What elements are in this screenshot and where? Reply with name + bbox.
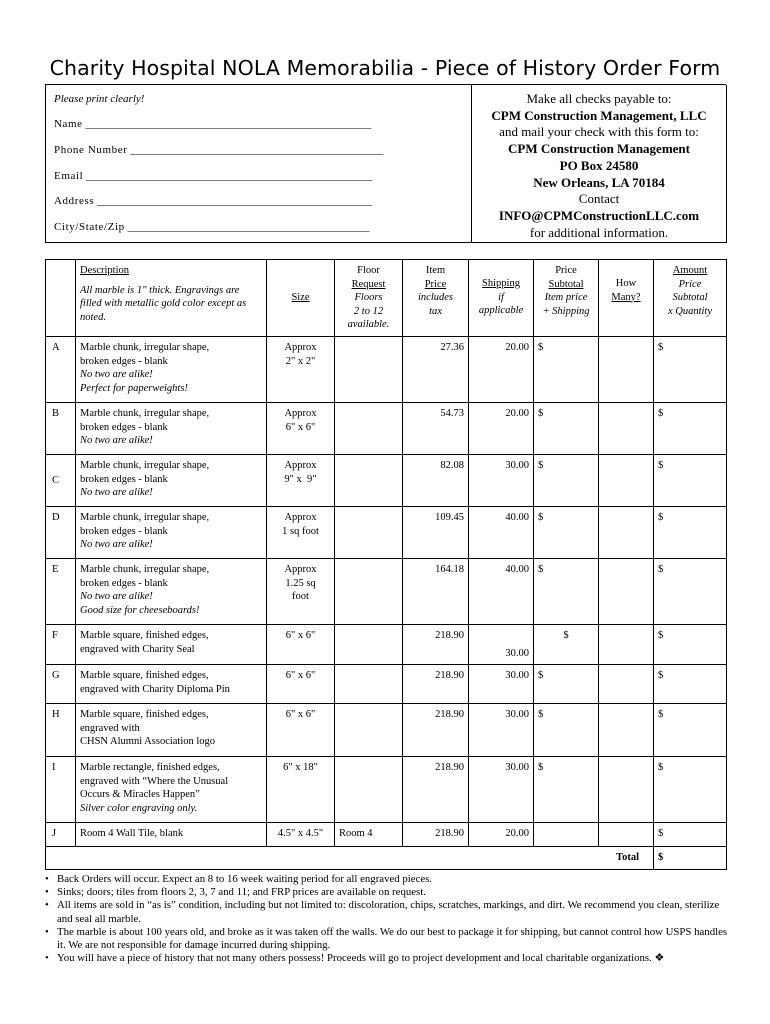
amount-cell[interactable]: $ <box>654 559 727 625</box>
desc-line: engraved with Charity Seal <box>80 643 195 655</box>
sub-heading-3: Item price <box>544 292 588 303</box>
header-shipping <box>469 260 534 337</box>
floor-request-input[interactable] <box>335 665 403 704</box>
quantity-input[interactable] <box>599 337 654 403</box>
amount-cell[interactable]: $ <box>654 823 727 847</box>
amt-heading-3: Subtotal <box>672 292 708 303</box>
floor-heading-1: Floor <box>357 265 380 276</box>
email-field[interactable] <box>54 170 372 182</box>
row-letter: I <box>46 757 76 823</box>
row-letter: H <box>46 704 76 757</box>
contact-label: Contact <box>578 191 620 207</box>
ship-heading-1: Shipping <box>482 278 520 289</box>
quantity-input[interactable] <box>599 823 654 847</box>
item-price: 218.90 <box>403 665 469 704</box>
total-row <box>46 847 727 870</box>
floor-heading-4: 2 to 12 <box>353 305 384 317</box>
note-item <box>45 899 735 925</box>
page-title: Charity Hospital NOLA Memorabilia - Piece of History Order Form <box>49 56 721 80</box>
desc-note: No two are alike! <box>80 435 153 446</box>
customer-info-box <box>45 85 727 243</box>
price-subtotal[interactable]: $ <box>534 704 599 757</box>
price-subtotal[interactable]: $ <box>534 559 599 625</box>
table-row <box>46 507 727 559</box>
table-row <box>46 559 727 625</box>
row-letter: C <box>46 455 76 507</box>
amt-heading-4: x Quantity <box>667 305 713 317</box>
row-description <box>76 757 267 823</box>
table-row <box>46 757 727 823</box>
desc-note: No two are alike! <box>80 591 153 602</box>
ship-heading-3: applicable <box>478 305 524 316</box>
price-subtotal[interactable] <box>534 823 599 847</box>
table-row <box>46 823 727 847</box>
header-floor-request <box>335 260 403 337</box>
row-size <box>267 507 335 559</box>
name-line: ____________________________________________________ <box>85 118 372 130</box>
table-row <box>46 625 727 665</box>
note-text: You will have a piece of history that not many others possess! Proceeds will go to project development and local charitable organizations. ❖ <box>57 952 665 965</box>
order-table <box>45 259 727 870</box>
desc-line: Marble square, finished edges, <box>80 670 209 681</box>
mail-check-text: and mail your check with this form to: <box>499 124 699 140</box>
address-field[interactable] <box>54 195 372 207</box>
row-description <box>76 625 267 665</box>
size-line: Approx <box>284 342 317 353</box>
row-size <box>267 403 335 455</box>
row-size: 4.5" x 4.5" <box>267 823 335 847</box>
item-price: 218.90 <box>403 625 469 665</box>
item-heading-2: Price <box>424 278 447 290</box>
header-size <box>267 260 335 337</box>
shipping-price: 20.00 <box>469 337 534 403</box>
row-letter: G <box>46 665 76 704</box>
desc-note: No two are alike! <box>80 487 153 498</box>
desc-line: engraved with <box>80 722 140 734</box>
size-line: 1.25 sq <box>285 577 316 589</box>
floor-request-input[interactable] <box>335 559 403 625</box>
shipping-price: 30.00 <box>469 455 534 507</box>
name-label: Name <box>54 118 83 130</box>
desc-line: broken edges - blank <box>80 421 168 433</box>
item-price: 54.73 <box>403 403 469 455</box>
row-letter: E <box>46 559 76 625</box>
quantity-input[interactable] <box>599 559 654 625</box>
floor-request-input[interactable] <box>335 455 403 507</box>
contact-email[interactable]: INFO@CPMConstructionLLC.com <box>498 207 700 223</box>
row-description <box>76 559 267 625</box>
price-subtotal[interactable]: $ <box>534 403 599 455</box>
quantity-input[interactable] <box>599 455 654 507</box>
email-line: ____________________________________________________ <box>86 170 373 182</box>
header-amount <box>654 260 727 337</box>
row-size: 6" x 6" <box>267 665 335 704</box>
size-line: 1 sq foot <box>282 525 319 537</box>
row-letter: D <box>46 507 76 559</box>
quantity-input[interactable] <box>599 507 654 559</box>
desc-line: Marble chunk, irregular shape, <box>80 408 210 419</box>
shipping-price: 30.00 <box>469 704 534 757</box>
desc-line: broken edges - blank <box>80 577 168 589</box>
note-text: All items are sold in “as is” condition, including but not limited to: discoloration, chips, scratches, markings, and dirt. We recommend you clean, sterilize and seal all marble. <box>57 899 720 925</box>
note-item <box>45 952 735 965</box>
row-size: 6" x 6" <box>267 625 335 665</box>
shipping-price: 30.00 <box>469 625 534 665</box>
desc-line: broken edges - blank <box>80 473 168 485</box>
desc-note: Good size for cheeseboards! <box>80 604 200 616</box>
amount-cell[interactable]: $ <box>654 665 727 704</box>
quantity-input[interactable] <box>599 403 654 455</box>
desc-line: Marble rectangle, finished edges, <box>80 762 220 773</box>
item-price: 27.36 <box>403 337 469 403</box>
header-description <box>76 260 267 337</box>
how-heading-1: How <box>615 278 637 289</box>
payee-name: CPM Construction Management, LLC <box>491 107 707 123</box>
price-subtotal[interactable]: $ <box>534 337 599 403</box>
size-line: 2" x 2" <box>285 355 316 367</box>
row-description <box>76 455 267 507</box>
name-field[interactable] <box>54 118 371 130</box>
item-price: 82.08 <box>403 455 469 507</box>
row-letter: J <box>46 823 76 847</box>
floor-request-value: Room 4 <box>335 823 403 847</box>
payment-instructions <box>472 91 726 241</box>
size-line: 9" x 9" <box>284 473 317 485</box>
city-state-zip-line: ____________________________________________ <box>127 221 370 233</box>
desc-line: engraved with “Where the Unusual <box>80 775 229 787</box>
quantity-input[interactable] <box>599 757 654 823</box>
item-price: 164.18 <box>403 559 469 625</box>
desc-line: CHSN Alumni Association logo <box>80 736 216 747</box>
description-heading: Description <box>80 265 129 276</box>
payable-to-text: Make all checks payable to: <box>526 91 672 106</box>
amount-cell[interactable]: $ <box>654 757 727 823</box>
quantity-input[interactable] <box>599 704 654 757</box>
price-subtotal[interactable]: $ <box>534 455 599 507</box>
company-name: CPM Construction Management <box>508 141 690 157</box>
phone-field[interactable] <box>54 144 383 156</box>
description-note: All marble is 1" thick. Engravings are filled with metallic gold color except as noted. <box>80 284 247 323</box>
item-heading-4: tax <box>429 305 442 317</box>
row-letter: F <box>46 625 76 665</box>
phone-label: Phone Number <box>54 144 128 156</box>
po-box: PO Box 24580 <box>559 157 639 173</box>
desc-line: broken edges - blank <box>80 355 168 367</box>
header-letter-cell <box>46 260 76 337</box>
note-item <box>45 873 735 886</box>
row-description: Room 4 Wall Tile, blank <box>76 823 267 847</box>
amount-cell[interactable]: $ <box>654 704 727 757</box>
note-text: The marble is about 100 years old, and broke as it was taken off the walls. We do our best to package it for shipping, but cannot control how USPS handles it. We are not responsible for damage incurred during shipping. <box>57 925 728 952</box>
row-description <box>76 403 267 455</box>
city-state-zip-label: City/State/Zip <box>54 221 125 233</box>
row-size <box>267 559 335 625</box>
floor-request-input[interactable] <box>335 337 403 403</box>
shipping-price: 30.00 <box>469 757 534 823</box>
amt-heading-1: Amount <box>672 265 708 276</box>
shipping-price: 40.00 <box>469 507 534 559</box>
amount-cell[interactable]: $ <box>654 403 727 455</box>
note-text: Back Orders will occur. Expect an 8 to 16 week waiting period for all engraved pieces. <box>57 873 433 885</box>
floor-heading-3: Floors <box>354 292 383 303</box>
row-description <box>76 507 267 559</box>
total-value[interactable]: $ <box>654 847 727 870</box>
row-description <box>76 665 267 704</box>
company-city: New Orleans, LA 70184 <box>533 174 665 190</box>
floor-heading-5: available. <box>347 319 390 330</box>
desc-line: engraved with Charity Diploma Pin <box>80 683 230 695</box>
item-heading-3: includes <box>418 292 453 303</box>
item-price: 218.90 <box>403 823 469 847</box>
row-description <box>76 337 267 403</box>
table-row <box>46 337 727 403</box>
bullet-icon: • <box>45 952 49 965</box>
row-description <box>76 704 267 757</box>
row-letter: B <box>46 403 76 455</box>
size-line: 6" x 6" <box>285 421 316 433</box>
desc-note: Silver color engraving only. <box>80 802 198 814</box>
email-label: Email <box>54 170 84 182</box>
table-row <box>46 455 727 507</box>
floor-request-input[interactable] <box>335 704 403 757</box>
quantity-input[interactable] <box>599 665 654 704</box>
size-heading: Size <box>291 292 310 304</box>
desc-line: Marble square, finished edges, <box>80 630 209 641</box>
floor-request-input[interactable] <box>335 625 403 665</box>
amt-heading-2: Price <box>678 278 702 290</box>
amount-cell[interactable]: $ <box>654 455 727 507</box>
bullet-icon: • <box>45 899 49 912</box>
price-subtotal[interactable]: $ <box>534 665 599 704</box>
address-line: __________________________________________________ <box>97 195 373 207</box>
price-subtotal[interactable]: $ <box>534 757 599 823</box>
amount-cell[interactable]: $ <box>654 507 727 559</box>
item-price: 218.90 <box>403 757 469 823</box>
table-row <box>46 665 727 704</box>
header-row <box>46 260 727 337</box>
bullet-icon: • <box>45 873 49 885</box>
note-item <box>45 886 735 899</box>
item-price: 109.45 <box>403 507 469 559</box>
quantity-input[interactable] <box>599 625 654 665</box>
how-heading-2: Many? <box>611 291 641 303</box>
size-line: Approx <box>284 408 317 419</box>
desc-line: Marble chunk, irregular shape, <box>80 460 210 471</box>
print-clearly-note: Please print clearly! <box>54 93 145 105</box>
amount-cell[interactable]: $ <box>654 337 727 403</box>
shipping-price: 20.00 <box>469 823 534 847</box>
notes-list <box>45 873 735 965</box>
shipping-price: 20.00 <box>469 403 534 455</box>
floor-request-input[interactable] <box>335 403 403 455</box>
row-size <box>267 337 335 403</box>
desc-note: No two are alike! <box>80 369 153 380</box>
bullet-icon: • <box>45 886 49 899</box>
header-price-subtotal <box>534 260 599 337</box>
desc-note: Perfect for paperweights! <box>80 382 188 394</box>
shipping-price: 40.00 <box>469 559 534 625</box>
price-subtotal[interactable]: $ <box>534 625 599 665</box>
row-size <box>267 455 335 507</box>
row-size: 6" x 6" <box>267 704 335 757</box>
city-state-zip-field[interactable] <box>54 221 369 233</box>
sub-heading-1: Price <box>555 265 577 276</box>
desc-note: No two are alike! <box>80 539 153 550</box>
total-label: Total <box>46 847 654 870</box>
size-line: foot <box>292 591 309 602</box>
row-size: 6" x 18" <box>267 757 335 823</box>
additional-info-text: for additional information. <box>529 224 669 240</box>
floor-heading-2: Request <box>351 278 386 290</box>
size-line: Approx <box>284 564 317 575</box>
phone-line: ______________________________________________ <box>130 144 384 156</box>
price-subtotal[interactable]: $ <box>534 507 599 559</box>
note-item <box>45 926 735 952</box>
desc-line: Marble chunk, irregular shape, <box>80 512 210 523</box>
header-item-price <box>403 260 469 337</box>
sub-heading-4: + Shipping <box>542 305 590 317</box>
header-how-many <box>599 260 654 337</box>
amount-cell[interactable]: $ <box>654 625 727 665</box>
bullet-icon: • <box>45 925 49 938</box>
ship-heading-2: if <box>498 291 504 303</box>
table-row <box>46 403 727 455</box>
floor-request-input[interactable] <box>335 507 403 559</box>
shipping-price: 30.00 <box>469 665 534 704</box>
desc-line: Marble square, finished edges, <box>80 709 209 720</box>
floor-request-input[interactable] <box>335 757 403 823</box>
item-price: 218.90 <box>403 704 469 757</box>
size-line: Approx <box>284 460 317 471</box>
table-row <box>46 704 727 757</box>
size-line: Approx <box>284 512 317 523</box>
desc-line: broken edges - blank <box>80 525 168 537</box>
desc-line: Marble chunk, irregular shape, <box>80 342 210 353</box>
address-label: Address <box>54 195 95 207</box>
desc-line: Marble chunk, irregular shape, <box>80 564 210 575</box>
row-letter: A <box>46 337 76 403</box>
item-heading-1: Item <box>425 265 446 276</box>
sub-heading-2: Subtotal <box>548 278 584 290</box>
note-text: Sinks; doors; tiles from floors 2, 3, 7 and 11; and FRP prices are available on request. <box>57 886 426 899</box>
desc-line: Occurs & Miracles Happen” <box>80 789 200 800</box>
